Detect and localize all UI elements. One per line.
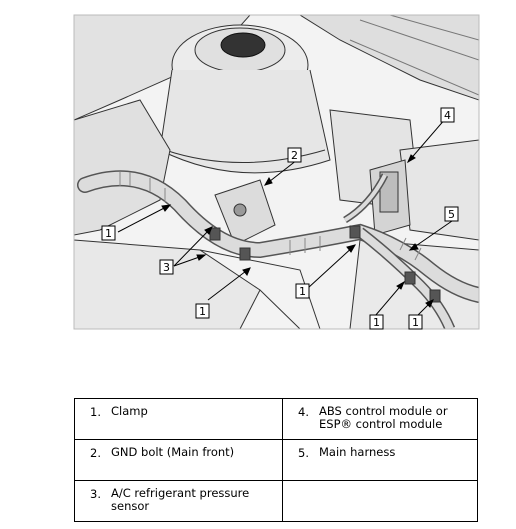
- legend-row: [75, 481, 478, 522]
- legend-text: GND bolt (Main front): [111, 445, 235, 459]
- callout-1: 1: [199, 305, 206, 318]
- legend-number: 5.: [298, 446, 309, 460]
- legend-number: 2.: [90, 446, 101, 460]
- callout-1: 1: [299, 285, 306, 298]
- legend-number: 1.: [90, 405, 101, 419]
- callout-5: 5: [448, 208, 455, 221]
- legend-row: [75, 399, 478, 440]
- legend-cell: [75, 440, 283, 481]
- legend-text: ABS control module or ESP® control module: [319, 404, 448, 431]
- legend-row: [75, 440, 478, 481]
- legend-cell: [75, 481, 283, 522]
- legend-number: 4.: [298, 405, 309, 419]
- callout-1: 1: [373, 316, 380, 329]
- callout-4: 4: [444, 109, 451, 122]
- callout-3: 3: [163, 261, 170, 274]
- legend-text: Clamp: [111, 404, 148, 418]
- legend-cell: [283, 399, 478, 440]
- legend-cell: [283, 440, 478, 481]
- callout-1: 1: [105, 227, 112, 240]
- legend-cell: [75, 399, 283, 440]
- legend-table: [74, 398, 478, 522]
- legend-text: A/C refrigerant pressure sensor: [111, 486, 250, 513]
- callout-1: 1: [412, 316, 419, 329]
- legend-cell-empty: [283, 481, 478, 522]
- callout-2: 2: [291, 149, 298, 162]
- legend-number: 3.: [90, 487, 101, 501]
- legend-text: Main harness: [319, 445, 396, 459]
